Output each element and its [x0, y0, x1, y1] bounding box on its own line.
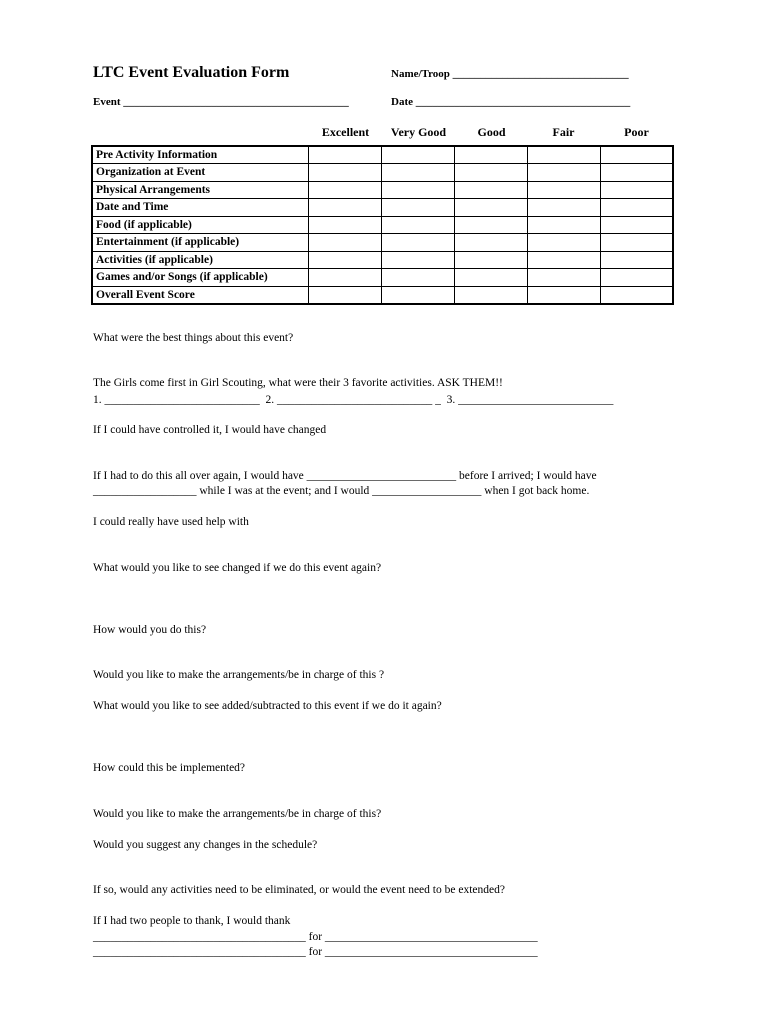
thank-line-1[interactable]: _____________________________________ for _____________________________________ — [93, 931, 538, 943]
event-field[interactable]: Event _________________________________________ — [93, 96, 349, 108]
rating-cell[interactable] — [527, 251, 600, 269]
rating-cell[interactable] — [527, 199, 600, 217]
rating-cell[interactable] — [308, 164, 381, 182]
rating-cell[interactable] — [308, 216, 381, 234]
rating-cell[interactable] — [381, 251, 454, 269]
question-do-again-line-1[interactable]: If I had to do this all over again, I would have __________________________ before I arrived; I would have — [93, 470, 597, 482]
rating-cell[interactable] — [308, 146, 381, 164]
table-row — [92, 216, 673, 234]
rating-cell[interactable] — [600, 146, 673, 164]
rating-cell[interactable] — [527, 286, 600, 304]
col-header-excellent: Excellent — [321, 125, 370, 139]
row-label: Organization at Event — [92, 164, 308, 182]
rating-cell[interactable] — [527, 269, 600, 287]
rating-cell[interactable] — [600, 234, 673, 252]
rating-cell[interactable] — [381, 269, 454, 287]
col-header-good: Good — [477, 125, 506, 139]
table-row — [92, 269, 673, 287]
table-row — [92, 181, 673, 199]
rating-cell[interactable] — [308, 234, 381, 252]
favorite-activities-blanks[interactable]: 1. ___________________________ 2. ___________________________ _ 3. ___________________________ — [93, 394, 614, 406]
question-how-do: How would you do this? — [93, 624, 207, 636]
rating-cell[interactable] — [454, 251, 527, 269]
question-implemented: How could this be implemented? — [93, 762, 246, 774]
thank-line-2[interactable]: _____________________________________ for _____________________________________ — [93, 946, 538, 958]
rating-table — [91, 145, 674, 305]
question-added-subtracted: What would you like to see added/subtracted to this event if we do it again? — [93, 700, 442, 712]
row-label: Food (if applicable) — [92, 216, 308, 234]
table-row — [92, 199, 673, 217]
rating-cell[interactable] — [308, 251, 381, 269]
col-header-poor: Poor — [624, 125, 649, 139]
col-header-very-good: Very Good — [390, 125, 447, 139]
date-field[interactable]: Date _______________________________________ — [391, 96, 631, 108]
row-label: Games and/or Songs (if applicable) — [92, 269, 308, 287]
rating-cell[interactable] — [600, 286, 673, 304]
question-changed: What would you like to see changed if we do this event again? — [93, 562, 382, 574]
rating-cell[interactable] — [600, 181, 673, 199]
row-label: Pre Activity Information — [92, 146, 308, 164]
table-row — [92, 146, 673, 164]
rating-cell[interactable] — [308, 269, 381, 287]
rating-cell[interactable] — [381, 164, 454, 182]
rating-cell[interactable] — [600, 216, 673, 234]
rating-cell[interactable] — [308, 181, 381, 199]
row-label: Entertainment (if applicable) — [92, 234, 308, 252]
question-do-again-line-2[interactable]: __________________ while I was at the event; and I would ___________________ when I got back home. — [93, 485, 590, 497]
rating-cell[interactable] — [308, 286, 381, 304]
question-thank: If I had two people to thank, I would thank — [93, 915, 291, 927]
rating-cell[interactable] — [454, 164, 527, 182]
rating-cell[interactable] — [527, 181, 600, 199]
table-row — [92, 234, 673, 252]
rating-cell[interactable] — [381, 181, 454, 199]
rating-cell[interactable] — [381, 146, 454, 164]
rating-cell[interactable] — [381, 234, 454, 252]
rating-cell[interactable] — [454, 216, 527, 234]
col-header-fair: Fair — [552, 125, 575, 139]
rating-cell[interactable] — [454, 146, 527, 164]
rating-cell[interactable] — [600, 251, 673, 269]
rating-cell[interactable] — [454, 199, 527, 217]
rating-cell[interactable] — [527, 234, 600, 252]
rating-cell[interactable] — [600, 199, 673, 217]
rating-cell[interactable] — [527, 164, 600, 182]
row-label: Overall Event Score — [92, 286, 308, 304]
table-row — [92, 164, 673, 182]
rating-cell[interactable] — [454, 286, 527, 304]
rating-cell[interactable] — [381, 286, 454, 304]
row-label: Physical Arrangements — [92, 181, 308, 199]
row-label: Activities (if applicable) — [92, 251, 308, 269]
question-help-with: I could really have used help with — [93, 516, 249, 528]
question-in-charge-2: Would you like to make the arrangements/be in charge of this? — [93, 808, 382, 820]
rating-cell[interactable] — [454, 181, 527, 199]
rating-cell[interactable] — [308, 199, 381, 217]
question-favorite-activities: The Girls come first in Girl Scouting, what were their 3 favorite activities. ASK THEM!! — [93, 377, 503, 389]
table-row — [92, 286, 673, 304]
row-label: Date and Time — [92, 199, 308, 217]
question-best-things: What were the best things about this event? — [93, 332, 294, 344]
question-schedule: Would you suggest any changes in the schedule? — [93, 839, 318, 851]
rating-cell[interactable] — [381, 216, 454, 234]
form-title: LTC Event Evaluation Form — [93, 64, 290, 81]
name-troop-field[interactable]: Name/Troop ________________________________ — [391, 68, 629, 80]
rating-cell[interactable] — [454, 269, 527, 287]
rating-cell[interactable] — [381, 199, 454, 217]
rating-cell[interactable] — [600, 164, 673, 182]
rating-cell[interactable] — [527, 216, 600, 234]
rating-cell[interactable] — [600, 269, 673, 287]
question-eliminated: If so, would any activities need to be eliminated, or would the event need to be extended? — [93, 884, 505, 896]
rating-cell[interactable] — [527, 146, 600, 164]
question-controlled: If I could have controlled it, I would have changed — [93, 424, 327, 436]
rating-cell[interactable] — [454, 234, 527, 252]
question-in-charge-1: Would you like to make the arrangements/be in charge of this ? — [93, 669, 385, 681]
table-row — [92, 251, 673, 269]
